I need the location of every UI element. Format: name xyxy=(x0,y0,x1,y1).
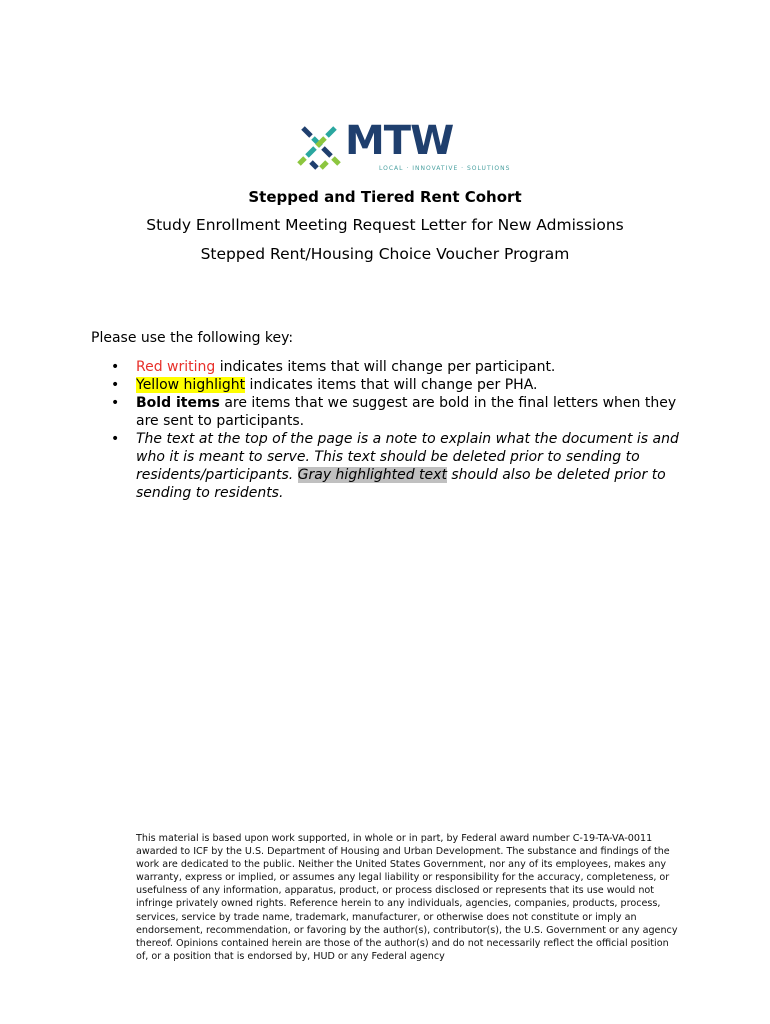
key-item-text: should also be deleted prior to sending to residents. xyxy=(136,467,666,501)
bullet: • xyxy=(111,395,120,411)
mtw-logo xyxy=(297,118,511,174)
red-writing-term: Red writing xyxy=(136,359,216,375)
key-item-text: The text at the top of the page is a note to explain what the document is and who it is meant to serve. This text should be deleted prior to sending to residents/participants. xyxy=(136,431,679,483)
key-item-red xyxy=(91,358,691,376)
yellow-highlight-term: Yellow highlight xyxy=(136,377,246,393)
gray-highlight-term: Gray highlighted text xyxy=(297,467,447,483)
key-item-bold xyxy=(91,394,691,430)
key-item-text: indicates items that will change per PHA. xyxy=(245,377,538,393)
key-list xyxy=(91,358,691,502)
bullet: • xyxy=(111,431,120,447)
logo-tagline: LOCAL · INNOVATIVE · SOLUTIONS xyxy=(379,165,511,172)
bold-items-term: Bold items xyxy=(136,395,220,411)
key-item-text: indicates items that will change per participant. xyxy=(215,359,556,375)
funding-disclaimer: This material is based upon work supported, in whole or in part, by Federal award number C-19-TA-VA-0011 awarded to ICF by the U.S. Department of Housing and Urban Development. The substance and findings of the work are dedicated to the public. Neither the United States Government, nor any of its employees, makes any warranty, express or implied, or assumes any legal liability or responsibility for the accuracy, completeness, or usefulness of any information, apparatus, product, or process disclosed or represents that its use would not infringe privately owned rights. Reference herein to any individuals, agencies, companies, products, process, services, service by trade name, trademark, manufacturer, or otherwise does not constitute or imply an endorsement, recommendation, or favoring by the author(s), contributor(s), the U.S. Government or any agency thereof. Opinions contained herein are those of the author(s) and do not necessarily reflect the official position of, or a position that is endorsed by, HUD or any Federal agency xyxy=(136,833,678,962)
logo-wordmark: MTW xyxy=(345,118,454,164)
document-title: Stepped and Tiered Rent Cohort xyxy=(248,188,522,206)
key-item-text: are items that we suggest are bold in the final letters when they are sent to participants. xyxy=(136,395,677,429)
key-item-yellow xyxy=(91,376,691,394)
program-name: Stepped Rent/Housing Choice Voucher Program xyxy=(200,245,570,263)
document-subtitle: Study Enrollment Meeting Request Letter for New Admissions xyxy=(146,216,624,234)
bullet: • xyxy=(111,359,120,375)
key-intro: Please use the following key: xyxy=(91,330,294,346)
bullet: • xyxy=(111,377,120,393)
key-item-note xyxy=(91,430,691,502)
mtw-logo-mark-icon xyxy=(297,124,341,172)
